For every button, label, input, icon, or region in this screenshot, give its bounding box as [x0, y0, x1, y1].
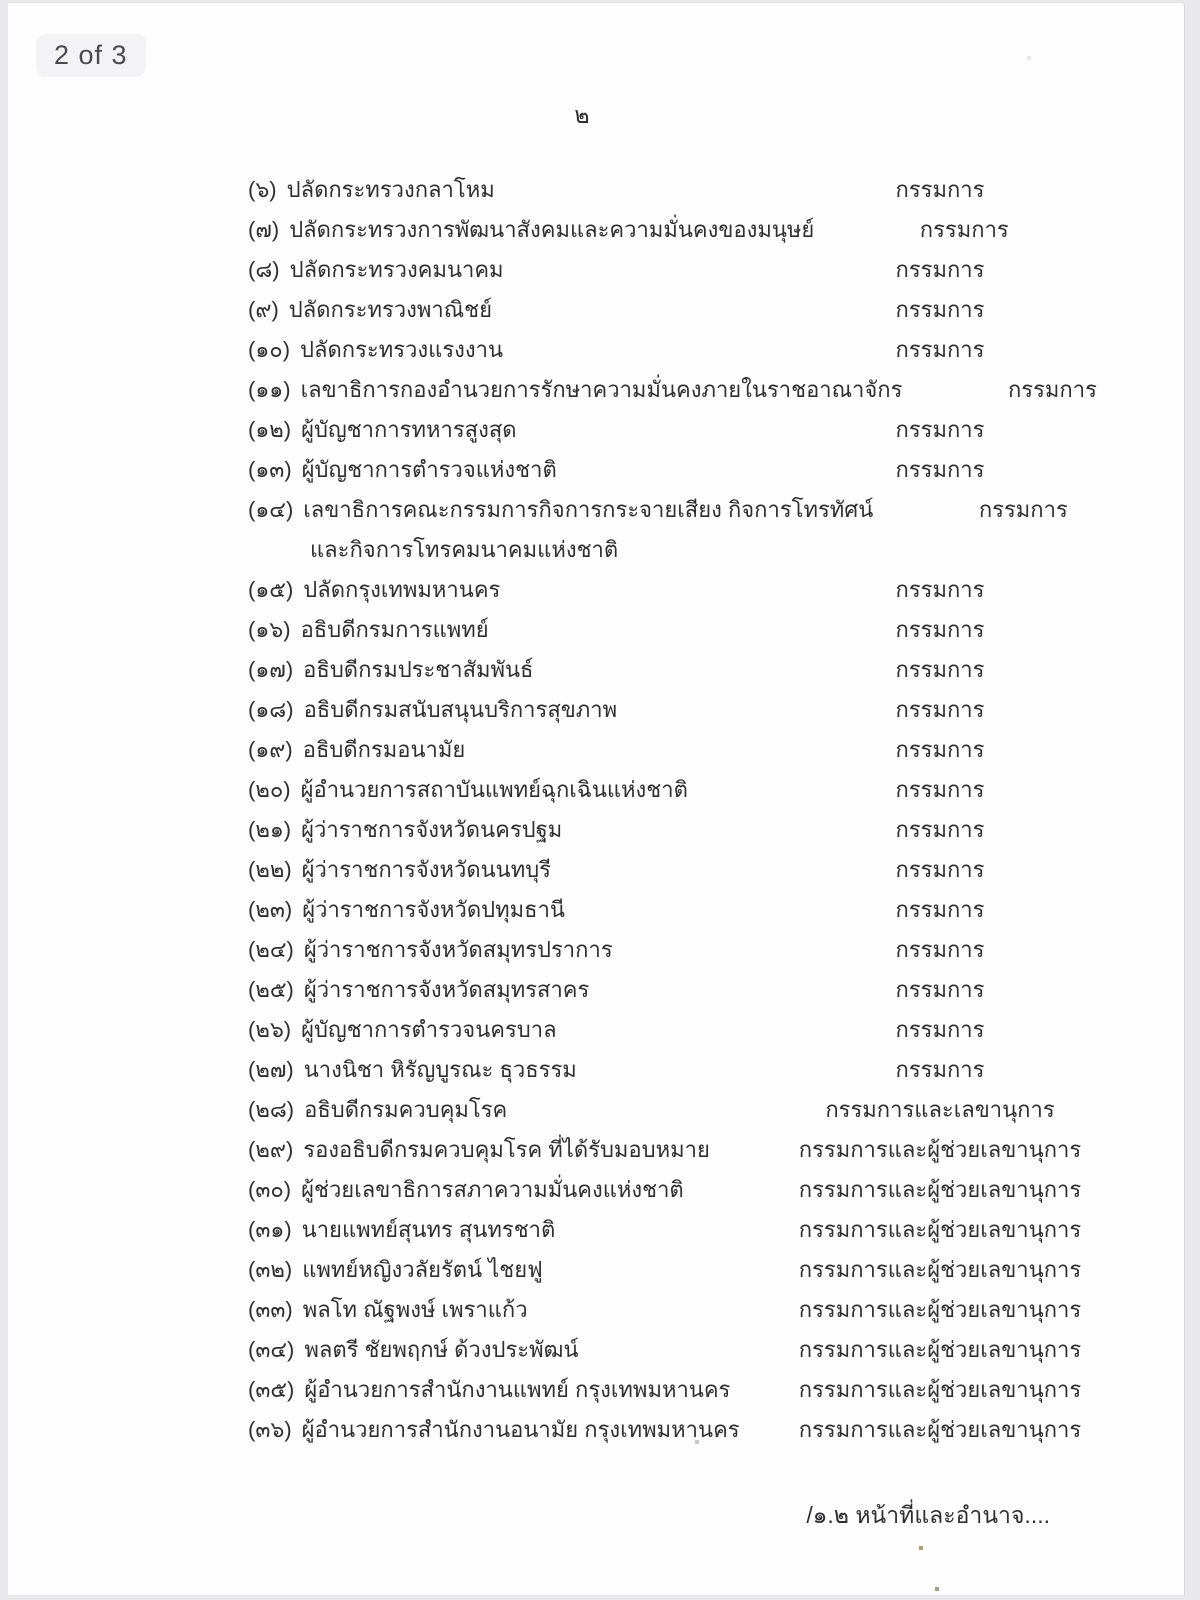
page-count-badge: 2 of 3: [36, 34, 146, 77]
item-number: (๓๐): [248, 1177, 292, 1202]
item-role: กรรมการ: [895, 337, 985, 362]
item-role: กรรมการ: [895, 577, 985, 602]
item-number: (๒๒): [248, 857, 292, 882]
item-entry: [248, 1330, 790, 1370]
item-entry: [248, 1170, 790, 1210]
item-entry: [248, 610, 790, 650]
item-number: (๒๐): [248, 777, 291, 802]
item-role: กรรมการและผู้ช่วยเลขานุการ: [798, 1297, 1082, 1322]
list-item: [248, 850, 1090, 890]
committee-list: [248, 170, 1097, 1450]
item-name-continuation: และกิจการโทรคมนาคมแห่งชาติ: [310, 537, 619, 562]
item-role: กรรมการ: [895, 457, 985, 482]
list-item: [248, 970, 1090, 1010]
item-name: ปลัดกระทรวงคมนาคม: [289, 257, 504, 282]
item-role: กรรมการ: [895, 257, 985, 282]
item-name: อธิบดีกรมการแพทย์: [300, 617, 489, 642]
item-name: ผู้บัญชาการตำรวจแห่งชาติ: [301, 457, 557, 482]
item-number: (๘): [248, 257, 280, 282]
item-role: กรรมการ: [895, 737, 985, 762]
item-entry: [248, 850, 790, 890]
list-item: [248, 650, 1090, 690]
item-number: (๒๑): [248, 817, 292, 842]
list-item: [248, 170, 1090, 210]
item-number: (๓๔): [248, 1337, 295, 1362]
item-entry: [248, 1130, 790, 1170]
item-role: กรรมการและผู้ช่วยเลขานุการ: [798, 1137, 1082, 1162]
item-entry: [248, 1370, 790, 1410]
item-number: (๒๔): [248, 937, 294, 962]
item-name: ปลัดกระทรวงกลาโหม: [286, 177, 495, 202]
item-number: (๓๓): [248, 1297, 293, 1322]
item-number: (๒๘): [248, 1097, 295, 1122]
item-name: ผู้อำนวยการสำนักงานแพทย์ กรุงเทพมหานคร: [304, 1377, 731, 1402]
item-number: (๖): [248, 177, 277, 202]
item-name: เลขาธิการกองอำนวยการรักษาความมั่นคงภายในราชอาณาจักร: [300, 377, 903, 402]
list-item: [248, 1130, 1090, 1170]
list-item: [248, 890, 1090, 930]
item-role: กรรมการ: [895, 937, 985, 962]
item-entry: [248, 1290, 790, 1330]
item-role: กรรมการ: [895, 817, 985, 842]
item-entry: [248, 210, 814, 250]
item-entry: [248, 1010, 790, 1050]
list-item: [248, 690, 1090, 730]
item-entry: [248, 970, 790, 1010]
item-number: (๓๒): [248, 1257, 293, 1282]
item-name: ปลัดกระทรวงแรงงาน: [300, 337, 504, 362]
list-item: [248, 1050, 1090, 1090]
item-name: ผู้ว่าราชการจังหวัดสมุทรสาคร: [303, 977, 590, 1002]
item-entry: [248, 570, 790, 610]
item-name: พลโท ณัฐพงษ์ เพราแก้ว: [302, 1297, 528, 1322]
item-role: กรรมการ: [1007, 377, 1097, 402]
item-role: กรรมการ: [895, 1017, 985, 1042]
item-role: กรรมการ: [895, 697, 985, 722]
list-item: [248, 1330, 1090, 1370]
item-number: (๑๔): [248, 497, 294, 522]
item-number: (๓๕): [248, 1377, 295, 1402]
list-item: [248, 1210, 1090, 1250]
item-name: อธิบดีกรมอนามัย: [302, 737, 466, 762]
item-entry: [248, 330, 790, 370]
item-number: (๑๘): [248, 697, 294, 722]
item-entry: [248, 1250, 790, 1290]
item-name: นายแพทย์สุนทร สุนทรชาติ: [301, 1217, 556, 1242]
list-item: [248, 570, 1090, 610]
item-role: กรรมการและผู้ช่วยเลขานุการ: [798, 1337, 1082, 1362]
item-name: แพทย์หญิงวลัยรัตน์ ไชยฟู: [302, 1257, 543, 1282]
item-name: พลตรี ชัยพฤกษ์ ด้วงประพัฒน์: [304, 1337, 579, 1362]
list-item: [248, 330, 1090, 370]
item-entry: [248, 930, 790, 970]
item-role: กรรมการ: [895, 1057, 985, 1082]
list-item: [248, 1290, 1090, 1330]
item-name: ผู้อำนวยการสถาบันแพทย์ฉุกเฉินแห่งชาติ: [300, 777, 688, 802]
item-entry: [248, 1210, 790, 1250]
item-role: กรรมการ: [978, 497, 1068, 522]
list-item: [248, 610, 1090, 650]
item-name: ผู้ว่าราชการจังหวัดสมุทรปราการ: [303, 937, 613, 962]
item-role: กรรมการ: [895, 177, 985, 202]
list-item: [248, 1010, 1090, 1050]
item-number: (๒๙): [248, 1137, 294, 1162]
item-name: อธิบดีกรมประชาสัมพันธ์: [303, 657, 534, 682]
item-role: กรรมการ: [895, 617, 985, 642]
item-entry: [248, 170, 790, 210]
item-entry: [248, 490, 873, 570]
item-entry: [248, 730, 790, 770]
item-entry: [248, 450, 790, 490]
item-entry: [248, 770, 790, 810]
item-role: กรรมการและผู้ช่วยเลขานุการ: [798, 1177, 1082, 1202]
item-entry: [248, 810, 790, 850]
list-item: [248, 730, 1090, 770]
item-entry: [248, 290, 790, 330]
item-name: ปลัดกระทรวงพาณิชย์: [288, 297, 492, 322]
item-number: (๑๗): [248, 657, 294, 682]
list-item: [248, 290, 1090, 330]
item-name: นางนิชา หิรัญบูรณะ ธุวธรรม: [303, 1057, 577, 1082]
item-role: กรรมการ: [895, 857, 985, 882]
list-item: [248, 370, 1097, 410]
item-number: (๑๓): [248, 457, 292, 482]
list-item: [248, 490, 1090, 570]
item-number: (๒๗): [248, 1057, 294, 1082]
item-entry: [248, 250, 790, 290]
item-role: กรรมการ: [895, 777, 985, 802]
item-name: ผู้ว่าราชการจังหวัดปทุมธานี: [302, 897, 565, 922]
item-name: ผู้ช่วยเลขาธิการสภาความมั่นคงแห่งชาติ: [301, 1177, 684, 1202]
item-role: กรรมการ: [895, 977, 985, 1002]
item-name: ผู้อำนวยการสำนักงานอนามัย กรุงเทพมหานคร: [301, 1417, 740, 1442]
item-role: กรรมการและผู้ช่วยเลขานุการ: [798, 1257, 1082, 1282]
item-role: กรรมการ: [895, 297, 985, 322]
scan-noise-specks: [0, 0, 2, 2]
item-name: อธิบดีกรมสนับสนุนบริการสุขภาพ: [303, 697, 618, 722]
list-item: [248, 1170, 1090, 1210]
item-number: (๑๑): [248, 377, 291, 402]
item-number: (๑๖): [248, 617, 291, 642]
item-role: กรรมการและเลขานุการ: [825, 1097, 1055, 1122]
item-number: (๑๕): [248, 577, 294, 602]
list-item: [248, 770, 1090, 810]
item-role: กรรมการ: [895, 897, 985, 922]
item-entry: [248, 370, 902, 410]
item-entry: [248, 410, 790, 450]
item-role: กรรมการ: [919, 217, 1009, 242]
item-number: (๑๒): [248, 417, 292, 442]
item-number: (๒๖): [248, 1017, 292, 1042]
item-name: รองอธิบดีกรมควบคุมโรค ที่ได้รับมอบหมาย: [303, 1137, 710, 1162]
item-number: (๓๖): [248, 1417, 292, 1442]
item-number: (๓๑): [248, 1217, 292, 1242]
item-role: กรรมการ: [895, 417, 985, 442]
list-item: [248, 1410, 1090, 1450]
list-item: [248, 1370, 1090, 1410]
footer-continuation-note: /๑.๒ หน้าที่และอำนาจ....: [806, 1502, 1050, 1528]
item-name: ผู้ว่าราชการจังหวัดนครปฐม: [301, 817, 563, 842]
item-name: ผู้บัญชาการตำรวจนครบาล: [301, 1017, 557, 1042]
list-item: [248, 810, 1090, 850]
item-number: (๑๙): [248, 737, 293, 762]
item-entry: [248, 690, 790, 730]
item-name: ปลัดกระทรวงการพัฒนาสังคมและความมั่นคงของมนุษย์: [289, 217, 815, 242]
item-name: เลขาธิการคณะกรรมการกิจการกระจายเสียง กิจการโทรทัศน์: [303, 497, 874, 522]
item-entry: [248, 1090, 790, 1130]
item-number: (๒๕): [248, 977, 294, 1002]
item-entry: [248, 1410, 790, 1450]
item-entry: [248, 650, 790, 690]
list-item: [248, 210, 1090, 250]
item-number: (๙): [248, 297, 279, 322]
list-item: [248, 250, 1090, 290]
item-name: ผู้บัญชาการทหารสูงสุด: [301, 417, 517, 442]
item-name: ผู้ว่าราชการจังหวัดนนทบุรี: [301, 857, 551, 882]
list-item: [248, 450, 1090, 490]
item-number: (๒๓): [248, 897, 293, 922]
item-role: กรรมการ: [895, 657, 985, 682]
item-number: (๑๐): [248, 337, 291, 362]
item-role: กรรมการและผู้ช่วยเลขานุการ: [798, 1217, 1082, 1242]
item-number: (๗): [248, 217, 280, 242]
item-role: กรรมการและผู้ช่วยเลขานุการ: [798, 1377, 1082, 1402]
item-name: ปลัดกรุงเทพมหานคร: [303, 577, 501, 602]
item-entry: [248, 890, 790, 930]
list-item: [248, 1090, 1090, 1130]
list-item: [248, 410, 1090, 450]
item-name: อธิบดีกรมควบคุมโรค: [304, 1097, 508, 1122]
list-item: [248, 1250, 1090, 1290]
item-role: กรรมการและผู้ช่วยเลขานุการ: [798, 1417, 1082, 1442]
list-item: [248, 930, 1090, 970]
thai-page-number: ๒: [574, 102, 590, 128]
item-entry: [248, 1050, 790, 1090]
